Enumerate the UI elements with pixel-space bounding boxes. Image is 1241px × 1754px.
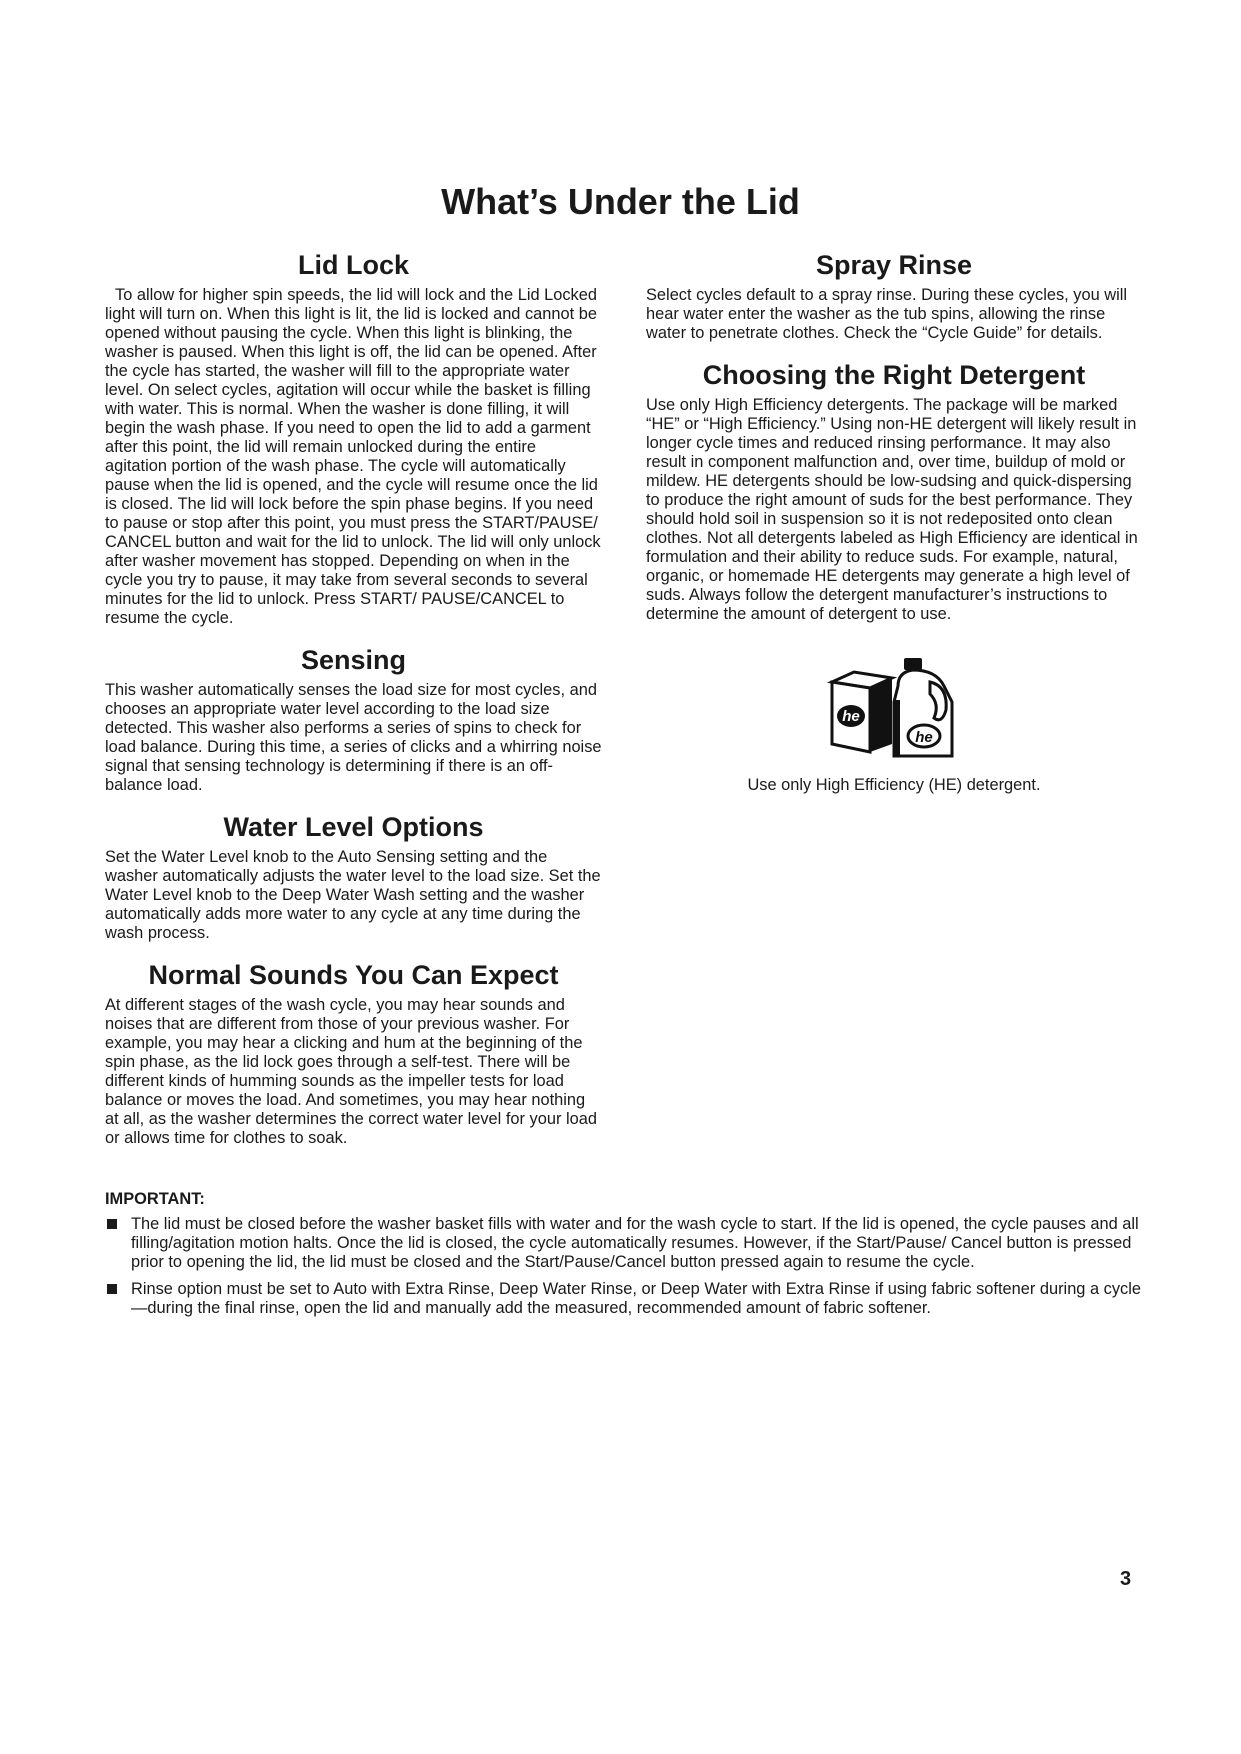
normal-sounds-section bbox=[105, 958, 602, 1148]
left-column bbox=[105, 248, 602, 1163]
detergent-heading: Choosing the Right Detergent bbox=[702, 360, 1086, 390]
important-list bbox=[105, 1215, 1145, 1318]
water-level-text: Set the Water Level knob to the Auto Sensing setting and the washer automatically adjusts the water level to the load size. Set the Water Level knob to the Deep Water Wash setting and the washer automatically adds more water to any cycle at any time during the wash process. bbox=[105, 848, 601, 942]
lid-lock-section bbox=[105, 248, 602, 628]
list-item-text: Rinse option must be set to Auto with Extra Rinse, Deep Water Rinse, or Deep Water with Extra Rinse if using fabric softener during a cycle—during the final rinse, open the lid and manually add the measured, recommended amount of fabric softener. bbox=[131, 1280, 1141, 1317]
he-logo-bottle: he bbox=[915, 729, 933, 746]
square-bullet-icon bbox=[107, 1219, 117, 1229]
important-notice bbox=[105, 1190, 1145, 1326]
page-number: 3 bbox=[1120, 1568, 1132, 1590]
water-level-heading: Water Level Options bbox=[223, 812, 484, 842]
lid-lock-text: To allow for higher spin speeds, the lid will lock and the Lid Locked light will turn on. When this light is lit, the lid is locked and cannot be opened without pausing the cycle. When this light is blinking, the washer is paused. When this light is off, the lid can be opened. After the cycle has started, the washer will fill to the appropriate water level. On select cycles, agitation will occur while the basket is filling with water. This is normal. When the washer is done filling, it will begin the wash phase. If you need to open the lid to add a garment after this point, the lid will remain unlocked during the entire agitation portion of the wash phase. The cycle will automatically pause when the lid is opened, and the cycle will resume once the lid is closed. The lid will lock before the spin phase begins. If you need to pause or stop after this point, you must press the START/PAUSE/ CANCEL button and wait for the lid to unlock. The lid will only unlock after washer movement has stopped. Depending on when in the cycle you try to pause, it may take from several seconds to several minutes for the lid to unlock. Press START/ PAUSE/CANCEL to resume the cycle. bbox=[105, 286, 601, 627]
spray-rinse-text: Select cycles default to a spray rinse. During these cycles, you will hear water enter the washer as the tub spins, allowing the rinse water to penetrate clothes. Check the “Cycle Guide” for details. bbox=[646, 286, 1128, 342]
water-level-section bbox=[105, 810, 602, 943]
normal-sounds-heading: Normal Sounds You Can Expect bbox=[148, 960, 559, 990]
spray-rinse-heading: Spray Rinse bbox=[815, 250, 973, 280]
he-detergent-figure bbox=[646, 652, 1142, 795]
page-title: What’s Under the Lid bbox=[441, 181, 800, 222]
spray-rinse-section bbox=[646, 248, 1142, 343]
list-item bbox=[105, 1280, 1145, 1318]
list-item-text: The lid must be closed before the washer basket fills with water and for the wash cycle to start. If the lid is opened, the cycle pauses and all filling/agitation motion halts. Once the lid is closed, the cycle automatically resumes. However, if the Start/Pause/ Cancel button is pressed prior to opening the lid, the lid must be closed and the Start/Pause/Cancel button pressed again to resume the cycle. bbox=[131, 1215, 1139, 1271]
lid-lock-heading: Lid Lock bbox=[297, 250, 409, 280]
he-detergent-icon bbox=[824, 652, 964, 764]
detergent-text: Use only High Efficiency detergents. The package will be marked “HE” or “High Efficiency.” Using non-HE detergent will likely result in longer cycle times and reduced rinsing performance. It may also result in component malfunction and, over time, buildup of mold or mildew. HE detergents should be low-sudsing and quick-dispersing to produce the right amount of suds for the best performance. They should hold soil in suspension so it is not redeposited onto clean clothes. Not all detergents labeled as High Efficiency are identical in formulation and their ability to reduce suds. For example, natural, organic, or homemade HE detergents may generate a high level of suds. Always follow the detergent manufacturer’s instructions to determine the amount of detergent to use. bbox=[646, 396, 1138, 623]
figure-caption: Use only High Efficiency (HE) detergent. bbox=[747, 776, 1041, 794]
detergent-section bbox=[646, 358, 1142, 624]
right-column bbox=[646, 248, 1142, 795]
he-logo-box: he bbox=[842, 708, 860, 725]
sensing-heading: Sensing bbox=[300, 645, 407, 675]
sensing-text: This washer automatically senses the load size for most cycles, and chooses an appropriate water level according to the load size detected. This washer also performs a series of spins to check for load balance. During this time, a series of clicks and a whirring noise signal that sensing technology is determining if there is an off-balance load. bbox=[105, 681, 602, 794]
list-item bbox=[105, 1215, 1145, 1272]
sensing-section bbox=[105, 643, 602, 795]
important-label: IMPORTANT: bbox=[105, 1190, 205, 1208]
normal-sounds-text: At different stages of the wash cycle, you may hear sounds and noises that are different from those of your previous washer. For example, you may hear a clicking and hum at the beginning of the spin phase, as the lid lock goes through a self-test. There will be different kinds of humming sounds as the impeller tests for load balance or moves the load. And sometimes, you may hear nothing at all, as the washer determines the correct water level for your load or allows time for clothes to soak. bbox=[105, 996, 597, 1147]
square-bullet-icon bbox=[107, 1284, 117, 1294]
